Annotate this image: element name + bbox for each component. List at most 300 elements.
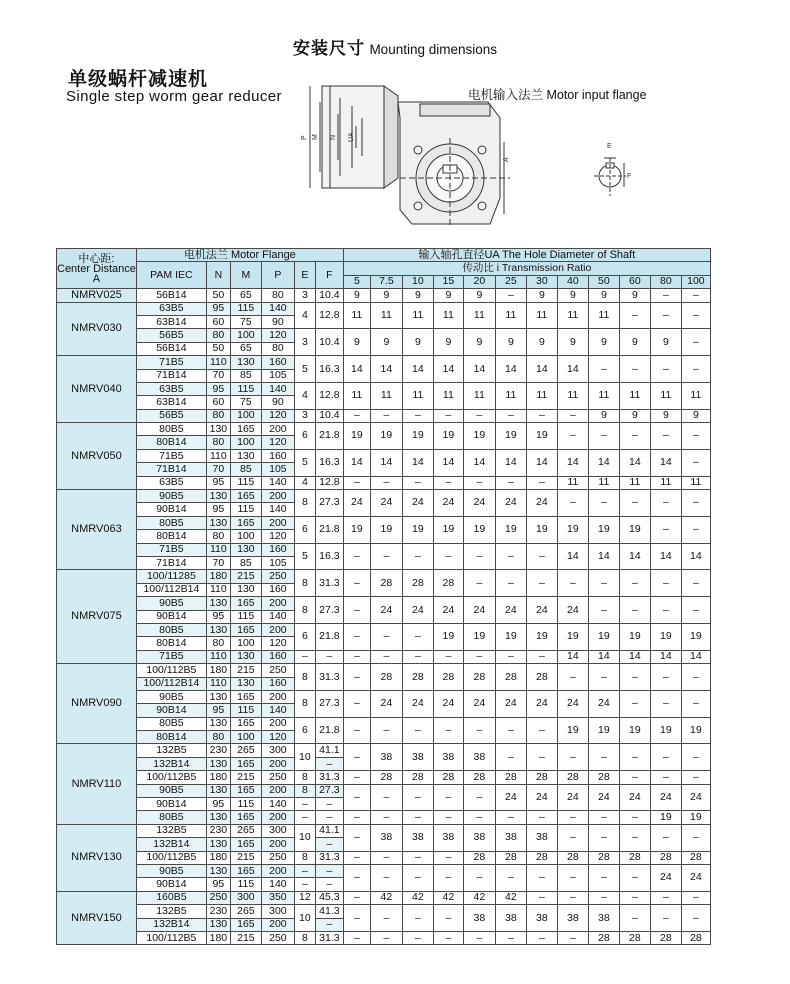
table-row	[57, 409, 711, 422]
dim-f: 27.3	[315, 784, 343, 797]
dim-f: –	[315, 918, 343, 931]
table-row	[57, 811, 711, 824]
dim-p: 120	[261, 731, 294, 744]
shaft-diameter: –	[650, 905, 681, 932]
dim-m: 215	[230, 664, 261, 677]
shaft-diameter: 9	[495, 329, 526, 356]
dim-e: 8	[294, 664, 315, 691]
dim-p: 80	[261, 289, 294, 302]
shaft-diameter: 24	[495, 490, 526, 517]
dim-f: 21.8	[315, 717, 343, 744]
shaft-diameter: –	[526, 570, 557, 597]
shaft-diameter: 24	[433, 597, 463, 624]
shaft-diameter: 14	[619, 449, 650, 476]
shaft-diameter: –	[370, 905, 402, 932]
shaft-diameter: –	[370, 931, 402, 944]
dim-p: 105	[261, 463, 294, 476]
shaft-diameter: 11	[557, 476, 588, 489]
dim-p: 105	[261, 369, 294, 382]
shaft-diameter: 24	[650, 864, 681, 891]
shaft-diameter: 24	[588, 784, 619, 811]
shaft-diameter: 28	[463, 851, 495, 864]
shaft-diameter: –	[370, 811, 402, 824]
pam-iec: 80B5	[136, 623, 206, 636]
dim-m: 115	[230, 302, 261, 315]
dim-n: 230	[206, 744, 230, 757]
ratio-col-header: 60	[619, 275, 650, 288]
shaft-diameter: –	[588, 570, 619, 597]
shaft-diameter: 24	[495, 784, 526, 811]
dim-e: 10	[294, 824, 315, 851]
shaft-diameter: –	[650, 289, 681, 302]
ratio-col-header: 50	[588, 275, 619, 288]
dim-n: 130	[206, 490, 230, 503]
shaft-diameter: –	[433, 717, 463, 744]
pam-iec: 90B14	[136, 503, 206, 516]
pam-iec: 63B5	[136, 476, 206, 489]
dim-m: 215	[230, 851, 261, 864]
shaft-diameter: 19	[557, 516, 588, 543]
shaft-diameter: –	[650, 516, 681, 543]
dim-f: 31.3	[315, 570, 343, 597]
shaft-diameter: 19	[681, 623, 710, 650]
flange-col-header: PAM IEC	[136, 262, 206, 289]
shaft-diameter: 9	[650, 409, 681, 422]
shaft-diameter: 28	[433, 664, 463, 691]
table-row	[57, 289, 711, 302]
shaft-diameter: 14	[619, 543, 650, 570]
shaft-diameter: –	[619, 744, 650, 771]
dim-p: 200	[261, 717, 294, 730]
dim-m: 165	[230, 423, 261, 436]
shaft-diameter: 14	[650, 650, 681, 663]
shaft-diameter: –	[681, 329, 710, 356]
table-row	[57, 570, 711, 583]
shaft-diameter: –	[650, 824, 681, 851]
shaft-diameter: –	[681, 824, 710, 851]
shaft-diameter: 28	[495, 664, 526, 691]
flange-col-header: F	[315, 262, 343, 289]
dim-p: 140	[261, 302, 294, 315]
shaft-diameter: 38	[370, 744, 402, 771]
dim-n: 110	[206, 449, 230, 462]
shaft-diameter: –	[370, 864, 402, 891]
dim-p: 140	[261, 798, 294, 811]
dim-m: 165	[230, 838, 261, 851]
shaft-diameter: 24	[526, 490, 557, 517]
title-zh: 安装尺寸	[292, 39, 365, 58]
dim-m: 115	[230, 476, 261, 489]
dim-n: 95	[206, 610, 230, 623]
dim-m: 115	[230, 704, 261, 717]
dim-m: 215	[230, 931, 261, 944]
shaft-diameter: 14	[343, 356, 370, 383]
shaft-diameter: 28	[370, 771, 402, 784]
shaft-header: 输入轴孔直径UA The Hole Diameter of Shaft	[343, 249, 710, 262]
dim-m: 100	[230, 731, 261, 744]
shaft-diameter: –	[526, 476, 557, 489]
dim-m: 265	[230, 744, 261, 757]
table-row	[57, 864, 711, 877]
shaft-diameter: –	[463, 784, 495, 811]
dim-f: 31.3	[315, 771, 343, 784]
shaft-diameter: –	[526, 891, 557, 904]
shaft-diameter: 38	[526, 905, 557, 932]
shaft-diameter: 24	[402, 490, 433, 517]
shaft-diameter: 14	[370, 449, 402, 476]
dim-m: 100	[230, 436, 261, 449]
shaft-diameter: 14	[463, 449, 495, 476]
dim-f-label: F	[627, 173, 632, 180]
dim-f: 27.3	[315, 597, 343, 624]
dim-e: 8	[294, 851, 315, 864]
dim-a-label: A	[503, 157, 510, 162]
dim-p: 250	[261, 851, 294, 864]
dim-n: 110	[206, 677, 230, 690]
shaft-diameter: 9	[557, 289, 588, 302]
shaft-diameter: 19	[370, 516, 402, 543]
dim-m: 75	[230, 396, 261, 409]
shaft-diameter: 19	[619, 516, 650, 543]
dim-f: 27.3	[315, 490, 343, 517]
dim-n: 70	[206, 369, 230, 382]
ratio-header: 传动比 i Transmission Ratio	[343, 262, 710, 275]
shaft-diameter: –	[402, 851, 433, 864]
shaft-diameter: –	[495, 931, 526, 944]
dim-n: 130	[206, 690, 230, 703]
shaft-diameter: 9	[463, 329, 495, 356]
shaft-diameter: 19	[463, 623, 495, 650]
dim-n: 80	[206, 530, 230, 543]
shaft-diameter: 14	[370, 356, 402, 383]
dim-m: 115	[230, 382, 261, 395]
shaft-diameter: 9	[433, 329, 463, 356]
shaft-diameter: 14	[526, 356, 557, 383]
dim-p: 160	[261, 583, 294, 596]
shaft-diameter: 11	[343, 302, 370, 329]
shaft-diameter: –	[343, 650, 370, 663]
dim-f: 16.3	[315, 449, 343, 476]
shaft-diameter: 11	[681, 476, 710, 489]
shaft-diameter: –	[370, 717, 402, 744]
shaft-diameter: 38	[402, 824, 433, 851]
dim-m: 165	[230, 597, 261, 610]
shaft-diameter: 24	[526, 784, 557, 811]
shaft-diameter: 28	[402, 570, 433, 597]
shaft-diameter: –	[650, 302, 681, 329]
model-name: NMRV050	[57, 423, 137, 490]
shaft-diameter: 28	[463, 664, 495, 691]
shaft-diameter: 24	[370, 690, 402, 717]
shaft-diameter: –	[619, 905, 650, 932]
dim-e: 8	[294, 931, 315, 944]
dim-p: 250	[261, 771, 294, 784]
shaft-diameter: –	[650, 490, 681, 517]
shaft-diameter: 24	[495, 597, 526, 624]
shaft-diameter: –	[681, 289, 710, 302]
shaft-diameter: –	[650, 744, 681, 771]
dim-n: 180	[206, 664, 230, 677]
shaft-diameter: –	[681, 570, 710, 597]
table-row	[57, 423, 711, 436]
pam-iec: 100/112B5	[136, 931, 206, 944]
dim-e: 12	[294, 891, 315, 904]
pam-iec: 63B5	[136, 382, 206, 395]
dim-p: 120	[261, 409, 294, 422]
ratio-col-header: 80	[650, 275, 681, 288]
dim-p: 200	[261, 757, 294, 770]
shaft-diameter: –	[433, 543, 463, 570]
shaft-diameter: 9	[526, 289, 557, 302]
shaft-diameter: 28	[463, 771, 495, 784]
shaft-diameter: 11	[557, 382, 588, 409]
shaft-diameter: –	[588, 864, 619, 891]
shaft-diameter: 19	[619, 623, 650, 650]
table-row	[57, 356, 711, 369]
dim-n: 130	[206, 717, 230, 730]
dim-n: 130	[206, 784, 230, 797]
dim-f: –	[315, 838, 343, 851]
table-row	[57, 329, 711, 342]
shaft-diameter: –	[557, 423, 588, 450]
shaft-diameter: –	[463, 409, 495, 422]
dim-n: 50	[206, 289, 230, 302]
shaft-diameter: 24	[463, 490, 495, 517]
shaft-diameter: 38	[495, 905, 526, 932]
dim-n: 180	[206, 771, 230, 784]
dim-m: 100	[230, 637, 261, 650]
pam-iec: 100/11285	[136, 570, 206, 583]
shaft-diameter: –	[588, 824, 619, 851]
dim-m: 265	[230, 905, 261, 918]
shaft-diameter: 28	[588, 851, 619, 864]
pam-iec: 90B5	[136, 490, 206, 503]
shaft-diameter: 11	[619, 476, 650, 489]
dim-p: 300	[261, 905, 294, 918]
flange-col-header: N	[206, 262, 230, 289]
pam-iec: 71B5	[136, 650, 206, 663]
dim-m: 115	[230, 798, 261, 811]
shaft-diameter: 11	[557, 302, 588, 329]
shaft-diameter: –	[463, 476, 495, 489]
pam-iec: 132B14	[136, 918, 206, 931]
shaft-diameter: –	[588, 891, 619, 904]
dim-m: 75	[230, 315, 261, 328]
shaft-diameter: –	[588, 811, 619, 824]
shaft-diameter: –	[588, 744, 619, 771]
shaft-diameter: 11	[463, 302, 495, 329]
table-header-row	[57, 249, 711, 262]
pam-iec: 100/112B14	[136, 677, 206, 690]
shaft-diameter: 38	[463, 744, 495, 771]
shaft-diameter: –	[343, 851, 370, 864]
flange-col-header: M	[230, 262, 261, 289]
dim-n: 80	[206, 409, 230, 422]
shaft-diameter: 24	[402, 690, 433, 717]
shaft-diameter: –	[463, 717, 495, 744]
dim-e: 6	[294, 623, 315, 650]
shaft-diameter: 14	[588, 650, 619, 663]
dim-m: 85	[230, 463, 261, 476]
shaft-diameter: –	[370, 543, 402, 570]
dim-p: 250	[261, 931, 294, 944]
model-name: NMRV030	[57, 302, 137, 356]
model-name: NMRV090	[57, 664, 137, 744]
dimension-table	[56, 248, 711, 945]
dim-n: 130	[206, 623, 230, 636]
dim-f: 16.3	[315, 356, 343, 383]
shaft-diameter: 19	[433, 623, 463, 650]
dim-n: 95	[206, 503, 230, 516]
table-row	[57, 744, 711, 757]
pam-iec: 90B5	[136, 864, 206, 877]
shaft-diameter: –	[495, 744, 526, 771]
shaft-diameter: 9	[588, 329, 619, 356]
shaft-diameter: –	[463, 931, 495, 944]
shaft-diameter: –	[463, 650, 495, 663]
shaft-diameter: 24	[370, 490, 402, 517]
dim-e: –	[294, 798, 315, 811]
dim-p: 200	[261, 423, 294, 436]
pam-iec: 100/112B14	[136, 583, 206, 596]
shaft-diameter: –	[681, 356, 710, 383]
shaft-diameter: 19	[433, 516, 463, 543]
shaft-diameter: –	[557, 744, 588, 771]
pam-iec: 63B5	[136, 302, 206, 315]
dim-e: 3	[294, 289, 315, 302]
shaft-diameter: 28	[588, 931, 619, 944]
dim-n: 130	[206, 597, 230, 610]
pam-iec: 71B5	[136, 356, 206, 369]
shaft-diameter: –	[433, 409, 463, 422]
shaft-diameter: –	[619, 771, 650, 784]
pam-iec: 100/112B5	[136, 851, 206, 864]
shaft-diameter: –	[619, 824, 650, 851]
shaft-diameter: 9	[619, 409, 650, 422]
dim-p: 140	[261, 610, 294, 623]
dim-m: 165	[230, 623, 261, 636]
shaft-diameter: 24	[681, 864, 710, 891]
model-name: NMRV110	[57, 744, 137, 824]
subtitle-zh: 单级蜗杆减速机	[68, 69, 209, 90]
shaft-diameter: –	[495, 811, 526, 824]
dim-p: 200	[261, 597, 294, 610]
shaft-diameter: –	[343, 717, 370, 744]
dim-m: 130	[230, 650, 261, 663]
shaft-diameter: 9	[619, 329, 650, 356]
shaft-diameter: 14	[557, 650, 588, 663]
shaft-diameter: 11	[433, 302, 463, 329]
shaft-diameter: 24	[463, 690, 495, 717]
pam-iec: 56B5	[136, 329, 206, 342]
shaft-diameter: 24	[588, 690, 619, 717]
dim-p: 140	[261, 476, 294, 489]
shaft-diameter: 14	[402, 449, 433, 476]
dim-n: 110	[206, 583, 230, 596]
title-en: Mounting dimensions	[369, 42, 498, 57]
shaft-diameter: 19	[557, 623, 588, 650]
dim-e: 10	[294, 744, 315, 771]
shaft-diameter: 14	[557, 543, 588, 570]
shaft-diameter: 38	[433, 824, 463, 851]
shaft-diameter: –	[619, 690, 650, 717]
dim-m: 100	[230, 409, 261, 422]
dim-p: 200	[261, 784, 294, 797]
shaft-diameter: 9	[650, 329, 681, 356]
pam-iec: 71B5	[136, 449, 206, 462]
dim-e: 8	[294, 690, 315, 717]
shaft-diameter: –	[681, 516, 710, 543]
shaft-diameter: 19	[495, 423, 526, 450]
shaft-diameter: 14	[650, 543, 681, 570]
shaft-diameter: –	[370, 650, 402, 663]
dim-f: 21.8	[315, 423, 343, 450]
shaft-diameter: 28	[433, 771, 463, 784]
shaft-diameter: –	[650, 356, 681, 383]
dim-f: 27.3	[315, 690, 343, 717]
table-row	[57, 784, 711, 797]
shaft-diameter: 9	[433, 289, 463, 302]
dim-p: 160	[261, 650, 294, 663]
shaft-diameter: –	[681, 490, 710, 517]
table-row	[57, 543, 711, 556]
dim-m: 165	[230, 864, 261, 877]
shaft-diameter: –	[402, 931, 433, 944]
dim-m: 165	[230, 490, 261, 503]
dim-f: 10.4	[315, 329, 343, 356]
dim-n: 95	[206, 878, 230, 891]
model-name: NMRV063	[57, 490, 137, 570]
shaft-diameter: –	[343, 623, 370, 650]
table-row	[57, 623, 711, 636]
shaft-diameter: –	[495, 476, 526, 489]
table-header-row	[57, 262, 711, 275]
dim-e: 4	[294, 302, 315, 329]
shaft-diameter: 24	[650, 784, 681, 811]
dim-p: 140	[261, 503, 294, 516]
pam-iec: 80B14	[136, 436, 206, 449]
dim-m: 130	[230, 449, 261, 462]
dim-n: 130	[206, 864, 230, 877]
dim-p: 300	[261, 824, 294, 837]
table-row	[57, 771, 711, 784]
dim-m: 300	[230, 891, 261, 904]
shaft-diameter: 19	[650, 811, 681, 824]
dim-n: 80	[206, 329, 230, 342]
shaft-diameter: 9	[526, 329, 557, 356]
shaft-diameter: 28	[650, 931, 681, 944]
dim-n: 230	[206, 824, 230, 837]
dim-e: 4	[294, 382, 315, 409]
pam-iec: 56B5	[136, 409, 206, 422]
dim-m: 165	[230, 717, 261, 730]
shaft-diameter: 28	[370, 570, 402, 597]
shaft-diameter: –	[526, 650, 557, 663]
dim-m: 165	[230, 757, 261, 770]
flange-label: 电机输入法兰 Motor input flange	[468, 88, 647, 102]
ratio-col-header: 7.5	[370, 275, 402, 288]
pam-iec: 63B14	[136, 315, 206, 328]
shaft-diameter: –	[463, 864, 495, 891]
dim-e: –	[294, 650, 315, 663]
dim-m: 165	[230, 918, 261, 931]
dim-e: 3	[294, 329, 315, 356]
dim-f: 41.1	[315, 824, 343, 837]
dim-f: 12.8	[315, 382, 343, 409]
pam-iec: 71B14	[136, 463, 206, 476]
shaft-diameter: –	[650, 690, 681, 717]
table-row	[57, 905, 711, 918]
